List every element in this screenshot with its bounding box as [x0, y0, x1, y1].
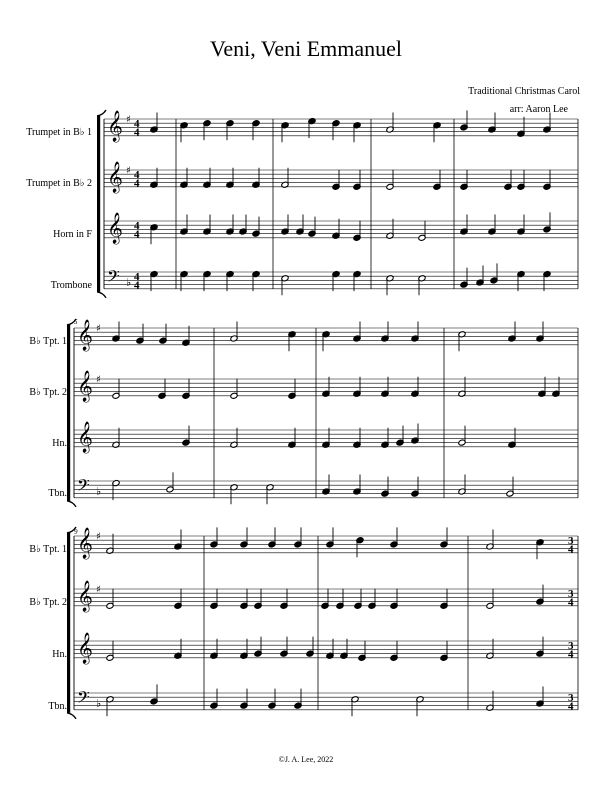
score-title: Veni, Veni Emmanuel [209, 36, 403, 61]
sharp-icon: ♯ [126, 165, 131, 177]
treble-clef-icon: 𝄞 [107, 212, 123, 244]
time-signature-top: 4 [134, 169, 140, 181]
instrument-name-trombone: Trombone [50, 280, 92, 291]
system-bracket [67, 325, 70, 501]
composer-credit: Traditional Christmas Carol [468, 86, 580, 97]
instrument-short-trumpet-1: B♭ Tpt. 1 [29, 336, 67, 347]
bracket-hook [67, 713, 76, 719]
instrument-name-horn: Horn in F [53, 229, 92, 240]
time-signature-top: 3 [568, 588, 574, 600]
system-bracket [67, 533, 70, 713]
time-signature-top: 3 [568, 692, 574, 704]
sharp-icon: ♯ [96, 531, 101, 543]
time-signature-top: 3 [568, 535, 574, 547]
bass-clef-icon: 𝄢 [107, 266, 120, 290]
time-signature-bottom: 4 [568, 596, 574, 609]
bass-clef-icon: 𝄢 [77, 475, 90, 499]
instrument-name-trumpet-2: Trumpet in B♭ 2 [26, 178, 92, 189]
sharp-icon: ♯ [96, 584, 101, 596]
arranger-credit: arr: Aaron Lee [509, 104, 568, 115]
treble-clef-icon: 𝄞 [107, 161, 123, 193]
time-signature-top: 4 [134, 271, 140, 283]
flat-icon: ♭ [96, 697, 102, 710]
instrument-short-horn: Hn. [52, 649, 67, 660]
treble-clef-icon: 𝄞 [77, 527, 93, 559]
bracket-hook [97, 110, 106, 116]
sharp-icon: ♯ [126, 114, 131, 126]
treble-clef-icon: 𝄞 [77, 319, 93, 351]
time-signature-bottom: 4 [134, 279, 140, 292]
time-signature-bottom: 4 [568, 648, 574, 661]
copyright-footer: ©J. A. Lee, 2022 [278, 755, 334, 764]
time-signature-bottom: 4 [568, 543, 574, 556]
sharp-icon: ♯ [96, 374, 101, 386]
instrument-short-trumpet-1: B♭ Tpt. 1 [29, 544, 67, 555]
time-signature-bottom: 4 [568, 700, 574, 713]
time-signature-top: 4 [134, 220, 140, 232]
instrument-short-trombone: Tbn. [48, 488, 67, 499]
treble-clef-icon: 𝄞 [77, 632, 93, 664]
treble-clef-icon: 𝄞 [107, 110, 123, 142]
measure-number: 5 [74, 318, 78, 326]
instrument-short-horn: Hn. [52, 438, 67, 449]
bracket-hook [67, 527, 76, 533]
sharp-icon: ♯ [96, 323, 101, 335]
instrument-short-trumpet-2: B♭ Tpt. 2 [29, 597, 67, 608]
time-signature-top: 3 [568, 640, 574, 652]
bracket-hook [67, 319, 76, 325]
system-bracket [97, 116, 100, 292]
treble-clef-icon: 𝄞 [77, 421, 93, 453]
treble-clef-icon: 𝄞 [77, 370, 93, 402]
treble-clef-icon: 𝄞 [77, 580, 93, 612]
flat-icon: ♭ [126, 276, 132, 289]
bass-clef-icon: 𝄢 [77, 687, 90, 711]
bracket-hook [97, 292, 106, 298]
time-signature-bottom: 4 [134, 228, 140, 241]
time-signature-bottom: 4 [134, 177, 140, 190]
time-signature-top: 4 [134, 118, 140, 130]
flat-icon: ♭ [96, 485, 102, 498]
measure-number: 9 [74, 528, 78, 536]
instrument-name-trumpet-1: Trumpet in B♭ 1 [26, 127, 92, 138]
time-signature-bottom: 4 [134, 126, 140, 139]
bracket-hook [67, 501, 76, 507]
instrument-short-trombone: Tbn. [48, 701, 67, 712]
instrument-short-trumpet-2: B♭ Tpt. 2 [29, 387, 67, 398]
